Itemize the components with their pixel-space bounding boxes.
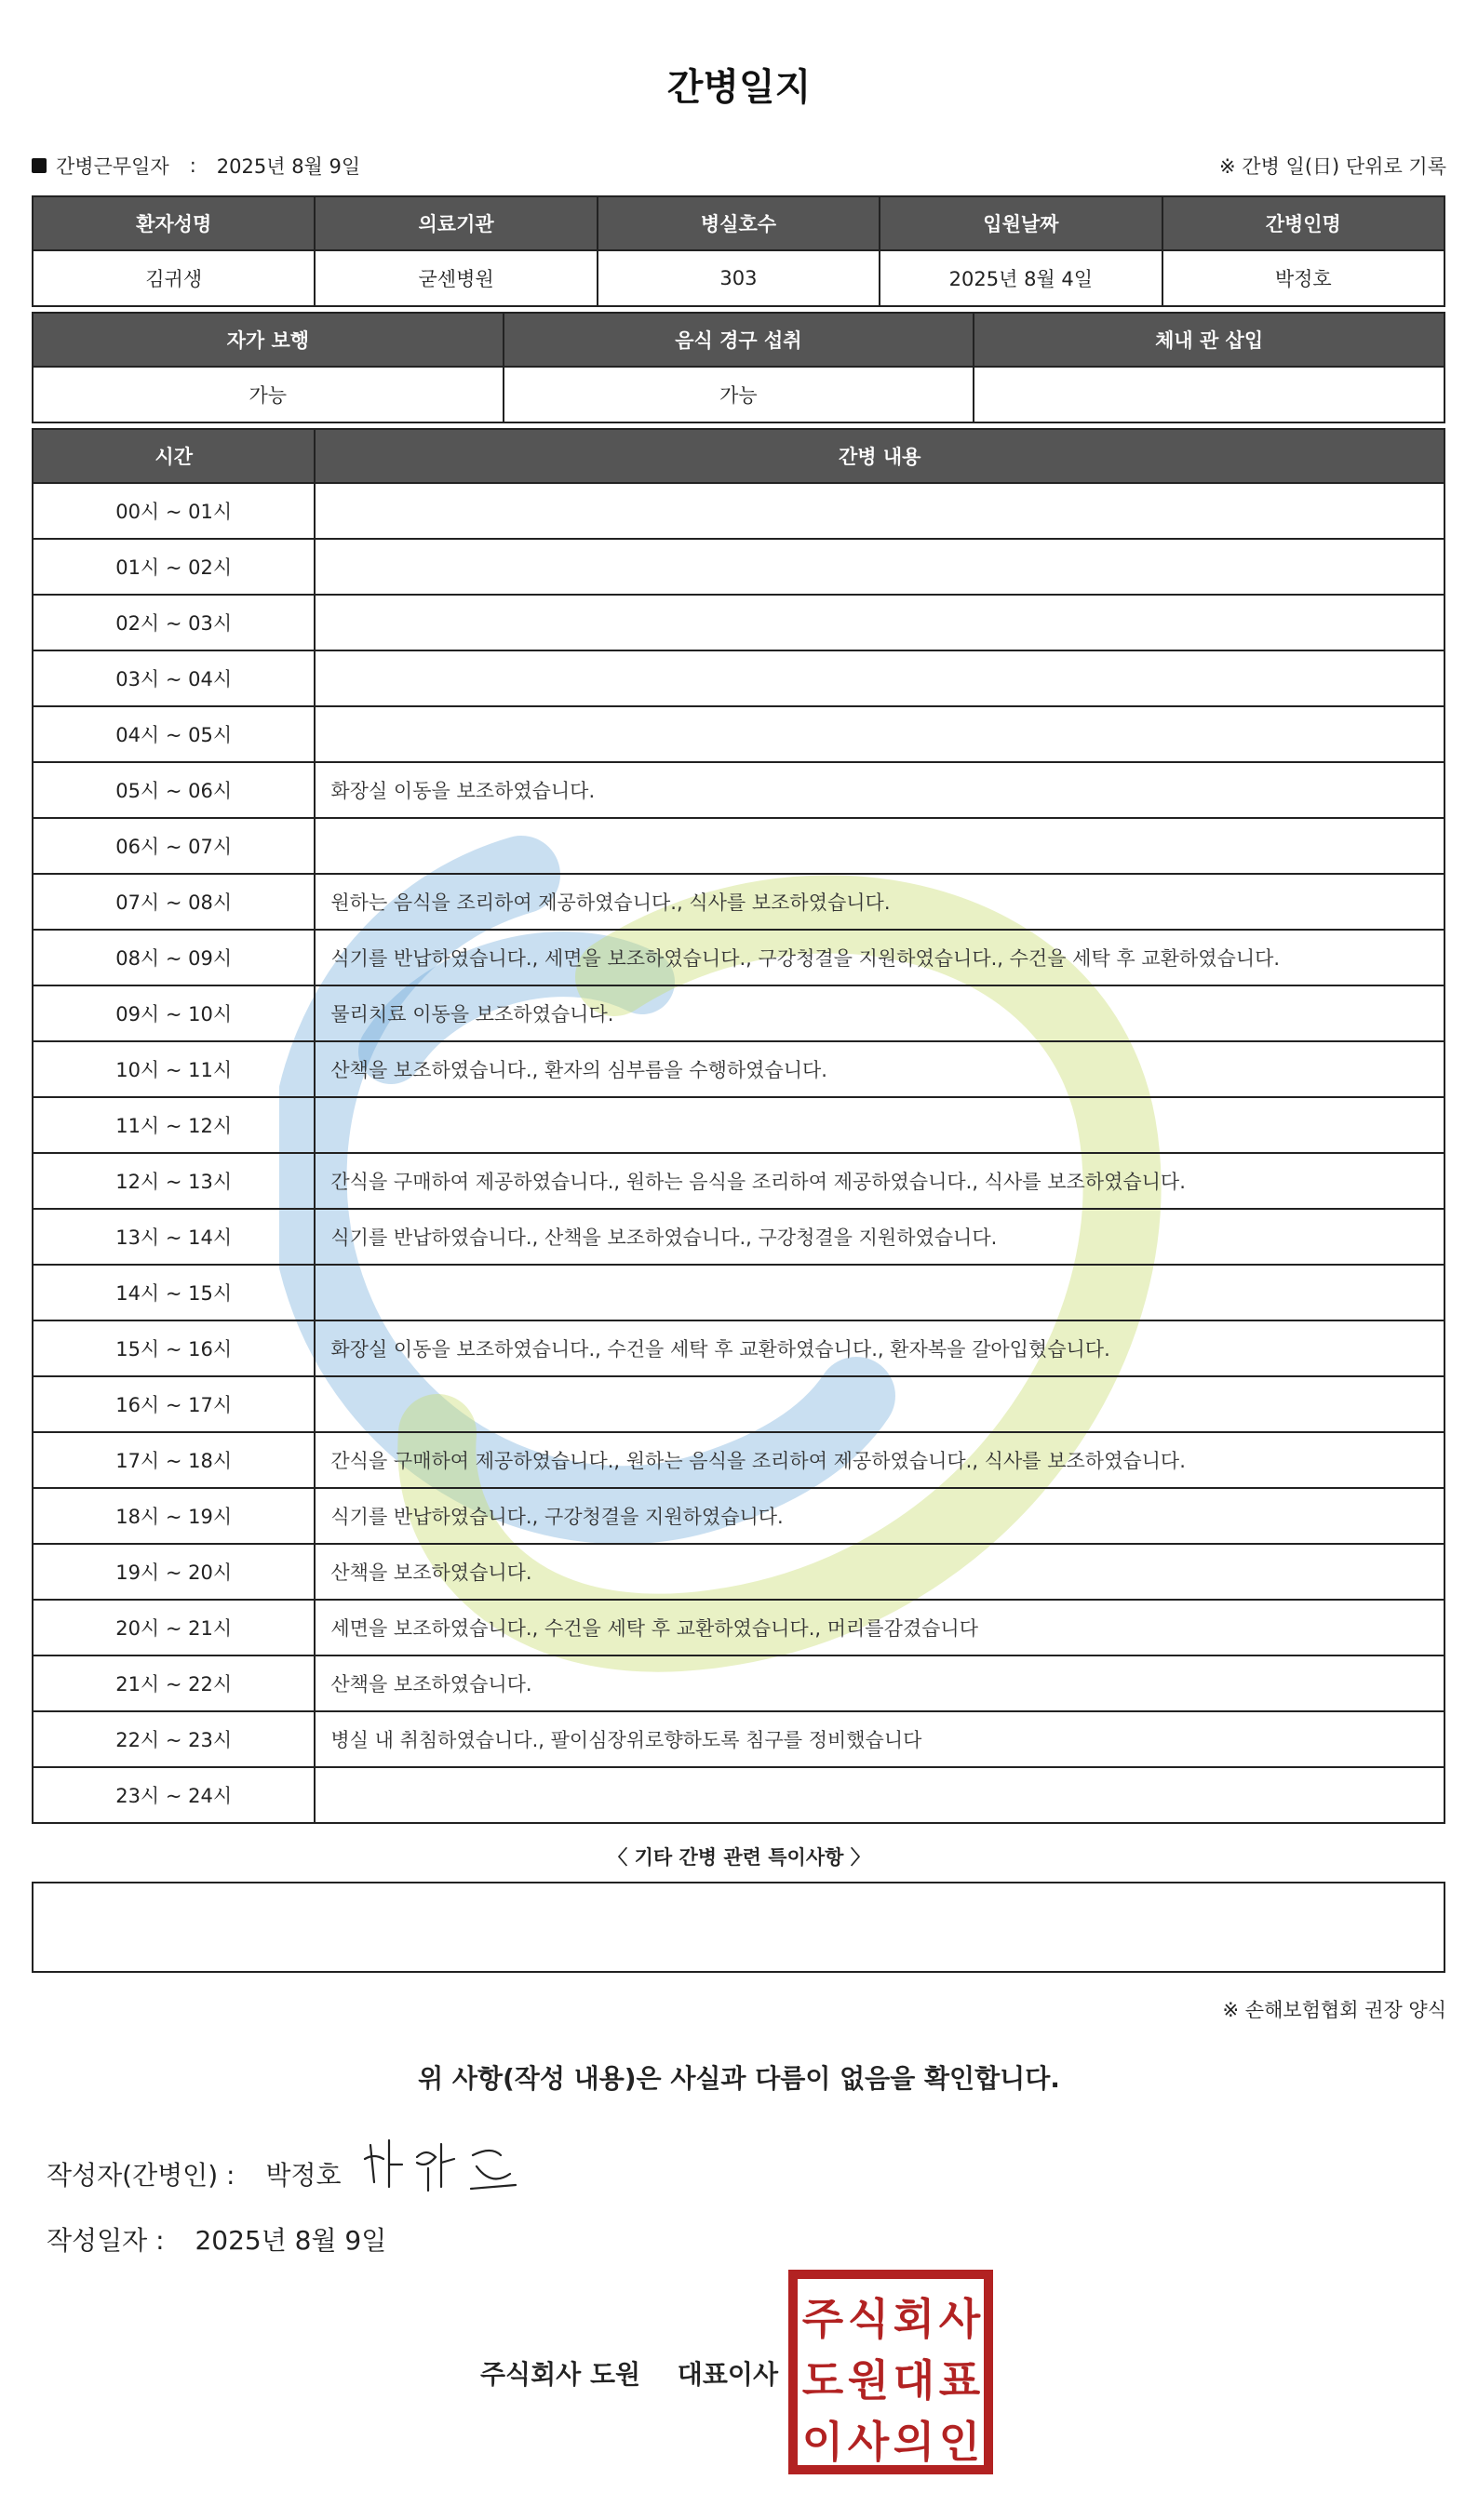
care-content [315,650,1444,706]
time-slot: 18시 ~ 19시 [33,1488,315,1544]
time-slot: 07시 ~ 08시 [33,874,315,930]
handwritten-signature [361,2131,529,2205]
table-row [33,1600,1444,1655]
company-name: 주식회사 도원 [480,2359,641,2390]
time-slot: 14시 ~ 15시 [33,1265,315,1320]
table-row [33,1432,1444,1488]
table-row [33,818,1444,874]
care-content: 물리치료 이동을 보조하였습니다. [315,985,1444,1041]
header-self-walking: 자가 보행 [33,313,504,367]
time-slot: 08시 ~ 09시 [33,930,315,985]
table-row [33,706,1444,762]
care-content: 식기를 반납하였습니다., 산책을 보조하였습니다., 구강청결을 지원하였습니다. [315,1209,1444,1265]
time-slot: 15시 ~ 16시 [33,1320,315,1376]
care-content: 식기를 반납하였습니다., 세면을 보조하였습니다., 구강청결을 지원하였습니다., 수건을 세탁 후 교환하였습니다. [315,930,1444,985]
time-slot: 03시 ~ 04시 [33,650,315,706]
seal-glyph: 원 [847,2355,890,2406]
seal-glyph: 대 [893,2355,935,2406]
care-content: 산책을 보조하였습니다. [315,1544,1444,1600]
header-patient-name: 환자성명 [33,196,315,250]
time-slot: 21시 ~ 22시 [33,1655,315,1711]
seal-glyph: 회 [893,2294,935,2344]
status-header-row [33,313,1444,367]
header-oral-intake: 음식 경구 섭취 [504,313,974,367]
table-row [33,762,1444,818]
care-content [315,1767,1444,1823]
oral-intake-value: 가능 [504,367,974,422]
header-time: 시간 [33,429,315,483]
table-row [33,874,1444,930]
unit-note: ※ 간병 일(日) 단위로 기록 [1219,155,1446,178]
time-slot: 16시 ~ 17시 [33,1376,315,1432]
seal-glyph: 사 [847,2417,890,2467]
author-label: 작성자(간병인) : [47,2160,235,2191]
remarks-box [32,1882,1445,1973]
admission-date-value: 2025년 8월 4일 [880,250,1162,306]
table-row [33,1209,1444,1265]
header-hospital: 의료기관 [315,196,597,250]
care-content [315,1097,1444,1153]
confirmation-statement: 위 사항(작성 내용)은 사실과 다름이 없음을 확인합니다. [418,2063,1060,2094]
care-content: 산책을 보조하였습니다. [315,1655,1444,1711]
table-row [33,1711,1444,1767]
caregiver-name-value: 박정호 [1162,250,1444,306]
time-slot: 05시 ~ 06시 [33,762,315,818]
duty-date-label: 간병근무일자 [56,155,169,178]
header-tube-insertion: 체내 관 삽입 [974,313,1444,367]
table-row [33,1767,1444,1823]
page-title: 간병일지 [666,66,812,109]
duty-date-colon: : [189,154,196,177]
written-date-label: 작성일자 : [47,2225,165,2256]
time-slot: 04시 ~ 05시 [33,706,315,762]
patient-status-table [32,312,1445,423]
table-row [33,595,1444,650]
time-slot: 11시 ~ 12시 [33,1097,315,1153]
header-caregiver-name: 간병인명 [1162,196,1444,250]
time-slot: 01시 ~ 02시 [33,539,315,595]
form-note: ※ 손해보험협회 권장 양식 [1222,1999,1446,2021]
time-slot: 17시 ~ 18시 [33,1432,315,1488]
care-content: 화장실 이동을 보조하였습니다. [315,762,1444,818]
author-name: 박정호 [265,2160,342,2191]
header-room-number: 병실호수 [598,196,880,250]
table-row [33,1376,1444,1432]
table-row [33,930,1444,985]
table-row [33,1655,1444,1711]
company-line [480,2354,778,2392]
time-slot: 13시 ~ 14시 [33,1209,315,1265]
remarks-title: 〈 기타 간병 관련 특이사항 〉 [608,1846,870,1869]
self-walking-value: 가능 [33,367,504,422]
time-slot: 23시 ~ 24시 [33,1767,315,1823]
author-line [47,2155,342,2192]
table-row [33,1265,1444,1320]
time-slot: 19시 ~ 20시 [33,1544,315,1600]
header-care-content: 간병 내용 [315,429,1444,483]
time-slot: 22시 ~ 23시 [33,1711,315,1767]
care-content: 간식을 구매하여 제공하였습니다., 원하는 음식을 조리하여 제공하였습니다., 식사를 보조하였습니다. [315,1432,1444,1488]
representative-title: 대표이사 [677,2359,778,2390]
care-log-header-row [33,429,1444,483]
care-content [315,483,1444,539]
seal-glyph: 주 [801,2294,844,2344]
written-date-line [47,2220,386,2258]
seal-glyph: 이 [801,2417,844,2467]
care-content: 원하는 음식을 조리하여 제공하였습니다., 식사를 보조하였습니다. [315,874,1444,930]
time-slot: 20시 ~ 21시 [33,1600,315,1655]
seal-glyph: 의 [893,2417,935,2467]
patient-info-table [32,195,1445,307]
table-row [33,539,1444,595]
care-content [315,595,1444,650]
hospital-value: 굳센병원 [315,250,597,306]
care-content: 병실 내 취침하였습니다., 팔이심장위로향하도록 침구를 정비했습니다 [315,1711,1444,1767]
seal-glyph: 식 [847,2294,890,2344]
header-admission-date: 입원날짜 [880,196,1162,250]
table-row [33,1544,1444,1600]
care-content [315,1265,1444,1320]
written-date-value: 2025년 8월 9일 [195,2225,387,2256]
care-content [315,1376,1444,1432]
seal-glyph: 도 [801,2355,844,2406]
care-content: 식기를 반납하였습니다., 구강청결을 지원하였습니다. [315,1488,1444,1544]
care-content: 화장실 이동을 보조하였습니다., 수건을 세탁 후 교환하였습니다., 환자복을 갈아입혔습니다. [315,1320,1444,1376]
time-slot: 10시 ~ 11시 [33,1041,315,1097]
time-slot: 02시 ~ 03시 [33,595,315,650]
care-content: 산책을 보조하였습니다., 환자의 심부름을 수행하였습니다. [315,1041,1444,1097]
patient-info-header-row [33,196,1444,250]
duty-date-line [32,152,360,180]
room-number-value: 303 [598,250,880,306]
table-row [33,650,1444,706]
table-row [33,1320,1444,1376]
table-row [33,483,1444,539]
care-content: 간식을 구매하여 제공하였습니다., 원하는 음식을 조리하여 제공하였습니다., 식사를 보조하였습니다. [315,1153,1444,1209]
patient-info-value-row [33,250,1444,306]
bullet-square-icon [32,158,47,173]
care-log-table [32,428,1445,1824]
time-slot: 06시 ~ 07시 [33,818,315,874]
care-log-body [33,483,1444,1823]
company-seal-stamp [787,2269,994,2475]
care-content [315,706,1444,762]
table-row [33,1097,1444,1153]
status-value-row [33,367,1444,422]
table-row [33,1488,1444,1544]
care-content [315,818,1444,874]
table-row [33,1041,1444,1097]
time-slot: 12시 ~ 13시 [33,1153,315,1209]
time-slot: 00시 ~ 01시 [33,483,315,539]
care-content: 세면을 보조하였습니다., 수건을 세탁 후 교환하였습니다., 머리를감겼습니다 [315,1600,1444,1655]
table-row [33,985,1444,1041]
seal-glyph: 사 [938,2294,981,2344]
tube-insertion-value [974,367,1444,422]
patient-name-value: 김귀생 [33,250,315,306]
table-row [33,1153,1444,1209]
time-slot: 09시 ~ 10시 [33,985,315,1041]
seal-glyph: 인 [938,2417,981,2467]
duty-date-value: 2025년 8월 9일 [216,155,361,178]
care-content [315,539,1444,595]
seal-glyph: 표 [938,2355,981,2406]
